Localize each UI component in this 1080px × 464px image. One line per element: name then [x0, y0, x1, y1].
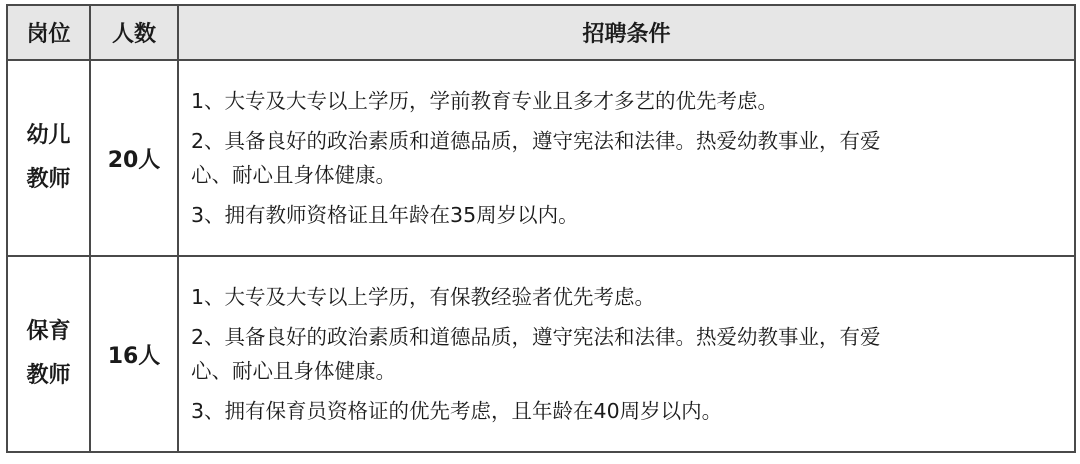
- condition-line: 心、耐心且身体健康。: [191, 359, 396, 383]
- header-position: 岗位: [7, 5, 90, 60]
- table-row: [7, 60, 1075, 256]
- position-line: 幼儿: [26, 123, 71, 148]
- header-conditions: 招聘条件: [178, 5, 1075, 60]
- condition-line: 1、大专及大专以上学历，学前教育专业且多才多艺的优先考虑。: [191, 89, 779, 113]
- position-cell: [7, 60, 90, 256]
- count-cell: 20人: [90, 60, 178, 256]
- conditions-cell: [178, 60, 1075, 256]
- position-line: 保育: [26, 319, 71, 344]
- position-line: 教师: [26, 167, 71, 192]
- condition-line: 2、具备良好的政治素质和道德品质，遵守宪法和法律。热爱幼教事业，有爱: [191, 325, 881, 349]
- condition-line: 2、具备良好的政治素质和道德品质，遵守宪法和法律。热爱幼教事业，有爱: [191, 129, 881, 153]
- recruitment-table: [6, 4, 1076, 453]
- conditions-cell: [178, 256, 1075, 452]
- header-row: [7, 5, 1075, 60]
- condition-line: 1、大专及大专以上学历，有保教经验者优先考虑。: [191, 285, 656, 309]
- position-line: 教师: [26, 363, 71, 388]
- table-row: [7, 256, 1075, 452]
- position-cell: [7, 256, 90, 452]
- count-cell: 16人: [90, 256, 178, 452]
- condition-line: 心、耐心且身体健康。: [191, 163, 396, 187]
- condition-line: 3、拥有教师资格证且年龄在35周岁以内。: [191, 203, 579, 227]
- condition-line: 3、拥有保育员资格证的优先考虑，且年龄在40周岁以内。: [191, 399, 723, 423]
- header-count: 人数: [90, 5, 178, 60]
